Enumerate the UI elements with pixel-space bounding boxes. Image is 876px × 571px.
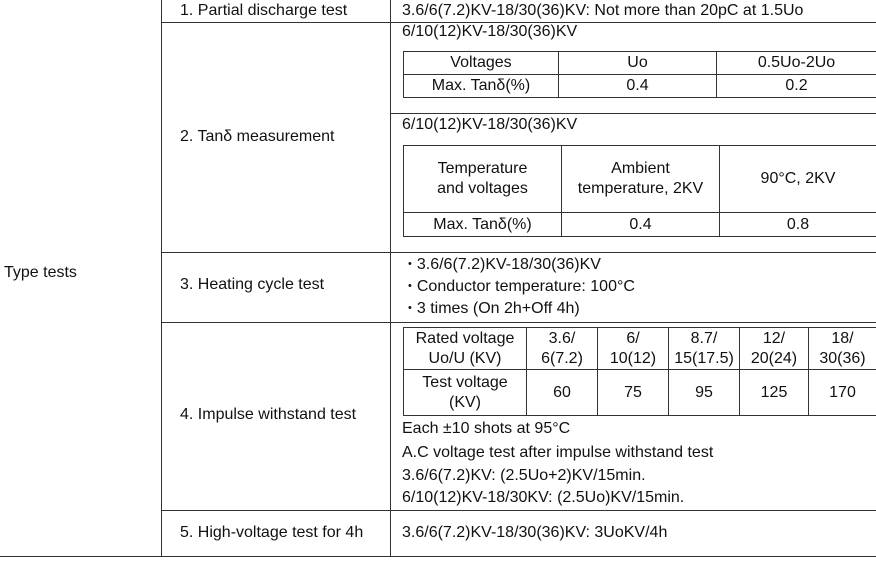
grid-line [161, 252, 876, 253]
test-name: 4. Impulse withstand test [180, 406, 357, 423]
note-line: 6/10(12)KV-18/30KV: (2.5Uo)KV/15min. [402, 489, 685, 506]
rating-line: 10(12) [609, 349, 657, 367]
rating-line: 18/ [831, 329, 854, 347]
rating-line: 6(7.2) [541, 349, 583, 367]
grid-line [161, 510, 876, 511]
impulse-table [403, 327, 876, 416]
grid-line [390, 113, 876, 114]
voltage-range: 6/10(12)KV-18/30(36)KV [402, 116, 578, 133]
table-cell: 0.2 [717, 75, 876, 98]
table-cell [562, 146, 720, 213]
tan-delta-table-1 [403, 51, 876, 98]
rating-line: 6/ [626, 329, 640, 347]
table-cell [404, 146, 562, 213]
test-name: 2. Tanδ measurement [180, 128, 335, 145]
table-cell [404, 370, 527, 416]
table-cell [809, 328, 876, 370]
table-cell: 0.8 [720, 213, 876, 237]
grid-line [0, 556, 876, 557]
header-line: temperature, 2KV [577, 180, 704, 197]
header-line: (KV) [449, 393, 481, 411]
table-cell [404, 328, 527, 370]
table-cell: 60 [527, 370, 598, 416]
test-name: 3. Heating cycle test [180, 276, 325, 293]
bullet-item: • Conductor temperature: 100°C [408, 277, 635, 298]
header-line: Uo/U (KV) [428, 349, 502, 367]
test-name: 5. High-voltage test for 4h [180, 524, 364, 541]
table-cell [740, 328, 809, 370]
table-cell [527, 328, 598, 370]
header-line: and voltages [437, 180, 528, 197]
header-line: Ambient [611, 160, 670, 177]
grid-line [161, 0, 162, 557]
table-cell [598, 328, 669, 370]
table-cell: Max. Tanδ(%) [404, 75, 559, 98]
test-detail: 3.6/6(7.2)KV-18/30(36)KV: 3UoKV/4h [402, 524, 668, 541]
table-cell: 170 [809, 370, 876, 416]
voltage-range: 6/10(12)KV-18/30(36)KV [402, 23, 578, 40]
note-line: Each ±10 shots at 95°C [402, 420, 571, 437]
row-header: Type tests [4, 264, 77, 281]
rating-line: 15(17.5) [674, 349, 734, 367]
header-line: Temperature [437, 160, 528, 177]
grid-line [161, 322, 876, 323]
table-cell: 95 [669, 370, 740, 416]
note-line: A.C voltage test after impulse withstand test [402, 444, 714, 461]
test-detail: 3.6/6(7.2)KV-18/30(36)KV: Not more than 20pC at 1.5Uo [402, 2, 804, 19]
rating-line: 30(36) [819, 349, 866, 367]
table-cell: Uo [559, 52, 717, 75]
table-cell: Voltages [404, 52, 559, 75]
tan-delta-table-2 [403, 145, 876, 237]
bullet-item: • 3.6/6(7.2)KV-18/30(36)KV [408, 255, 601, 276]
table-cell: Max. Tanδ(%) [404, 213, 562, 237]
rating-line: 8.7/ [690, 329, 718, 347]
bullet-item: • 3 times (On 2h+Off 4h) [408, 299, 580, 320]
table-cell: 75 [598, 370, 669, 416]
rating-line: 3.6/ [548, 329, 576, 347]
test-name: 1. Partial discharge test [180, 2, 348, 19]
grid-line [390, 0, 391, 557]
note-line: 3.6/6(7.2)KV: (2.5Uo+2)KV/15min. [402, 467, 646, 484]
table-cell: 125 [740, 370, 809, 416]
table-cell: 0.4 [559, 75, 717, 98]
table-cell: 0.4 [562, 213, 720, 237]
rating-line: 12/ [762, 329, 786, 347]
header-line: Rated voltage [415, 329, 515, 347]
header-line: Test voltage [422, 373, 508, 391]
table-cell: 90°C, 2KV [720, 146, 876, 213]
rating-line: 20(24) [750, 349, 798, 367]
table-cell [669, 328, 740, 370]
table-cell: 0.5Uo-2Uo [717, 52, 876, 75]
